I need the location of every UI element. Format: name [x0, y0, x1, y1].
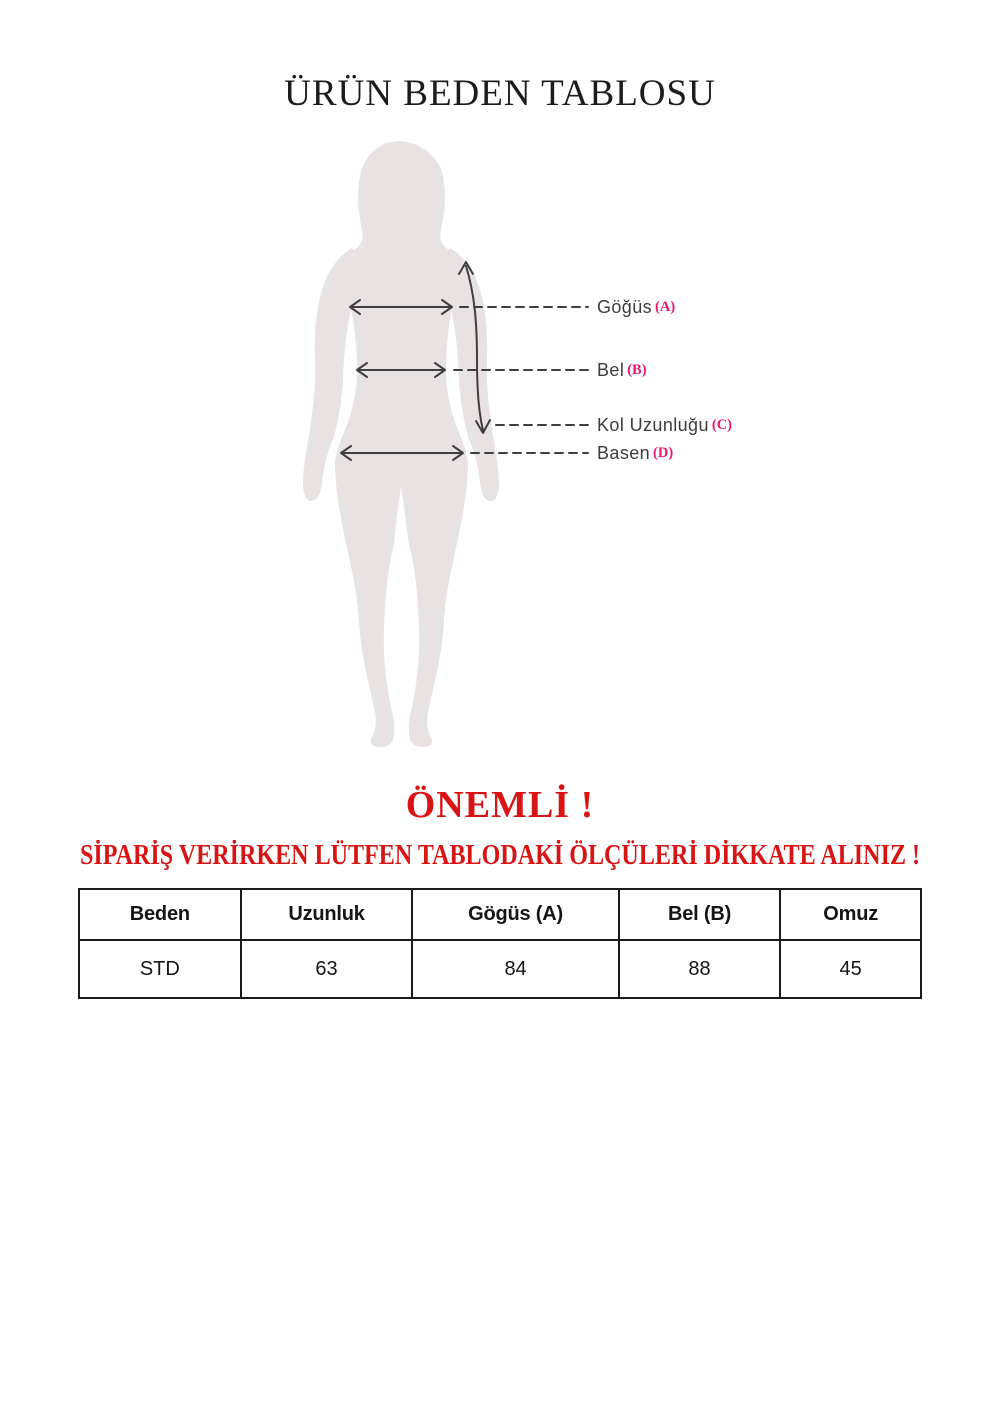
measurement-label-bel: [597, 359, 647, 381]
size-table-cell-gogus: 84: [412, 940, 618, 998]
size-table-header-beden: Beden: [79, 889, 241, 940]
size-table-header-omuz: Omuz: [780, 889, 921, 940]
size-table-header-row: [79, 889, 921, 940]
measurement-letter-a: (A): [655, 298, 676, 315]
measurement-label-kol-uzunlugu: [597, 414, 732, 436]
measurement-label-text: Bel: [597, 359, 625, 380]
page-title: ÜRÜN BEDEN TABLOSU: [284, 73, 716, 114]
size-table-header-bel: Bel (B): [619, 889, 781, 940]
size-table-header-gogus: Gögüs (A): [412, 889, 618, 940]
measurement-label-basen: [597, 442, 673, 464]
size-table-cell-beden: STD: [79, 940, 241, 998]
size-table: [78, 888, 922, 999]
measurement-label-text: Kol Uzunluğu: [597, 414, 709, 435]
size-table-cell-uzunluk: 63: [241, 940, 413, 998]
measurement-label-text: Basen: [597, 442, 651, 463]
measurement-label-text: Göğüs: [597, 296, 653, 317]
body-silhouette: [325, 141, 478, 747]
measurement-letter-d: (D): [653, 444, 674, 461]
important-heading: ÖNEMLİ !: [405, 784, 595, 826]
size-table-header-uzunluk: Uzunluk: [241, 889, 413, 940]
measurement-letter-b: (B): [627, 361, 647, 378]
measurement-letter-c: (C): [711, 416, 733, 433]
size-table-row-std: [79, 940, 921, 998]
order-warning-text: SİPARİŞ VERİRKEN LÜTFEN TABLODAKİ ÖLÇÜLERİ DİKKATE ALINIZ !: [79, 840, 921, 871]
size-table-cell-omuz: 45: [780, 940, 921, 998]
size-table-cell-bel: 88: [619, 940, 781, 998]
measurement-label-gogus: [597, 296, 675, 318]
